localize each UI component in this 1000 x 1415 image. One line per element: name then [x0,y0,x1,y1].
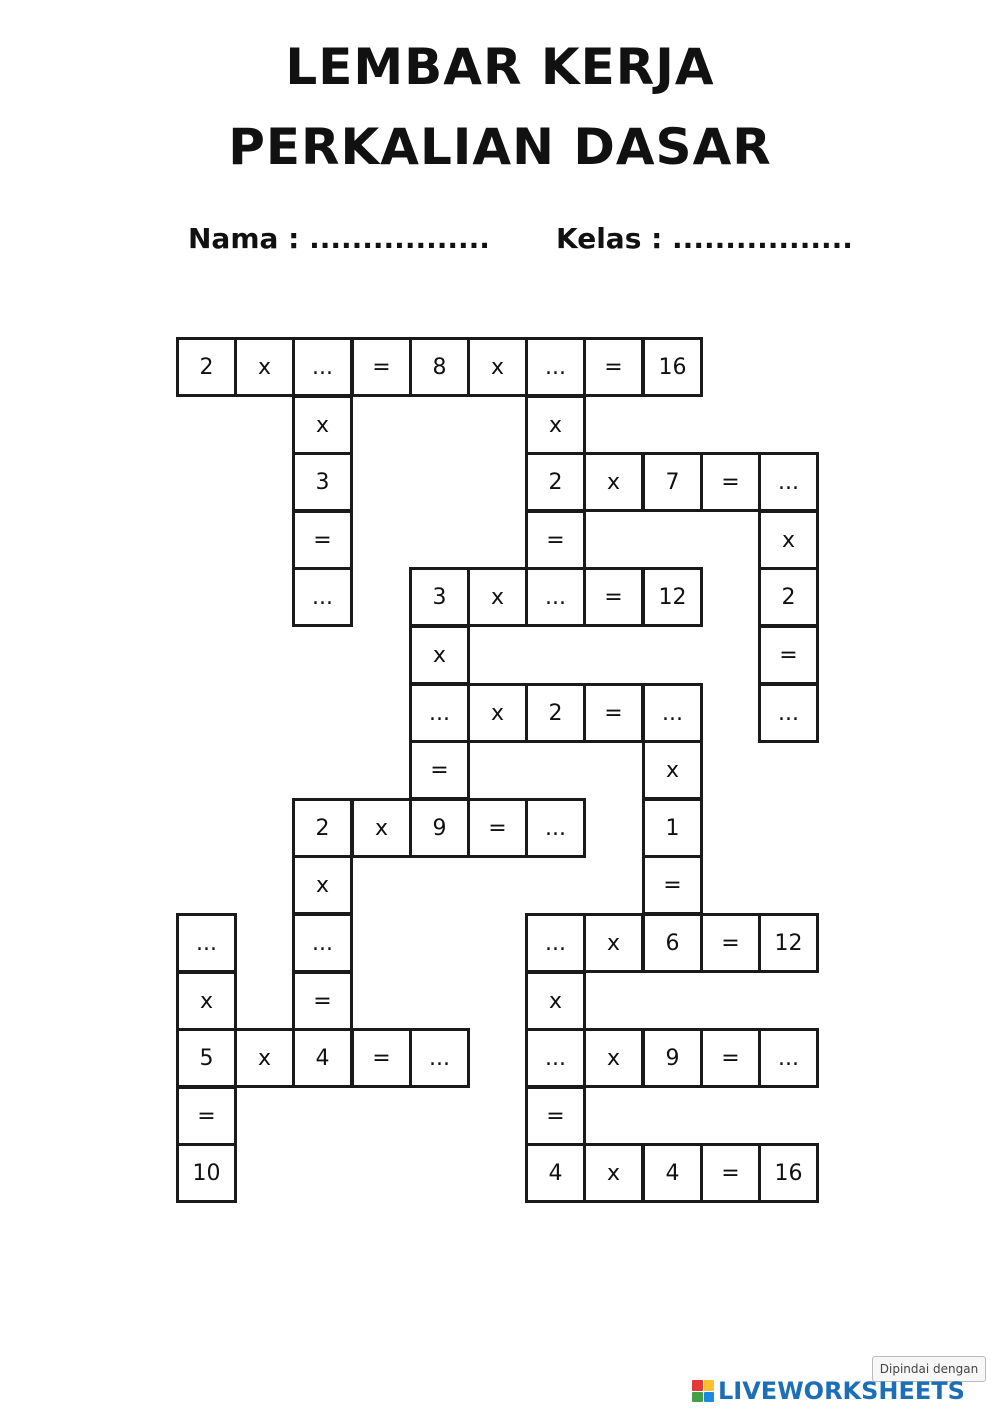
puzzle-cell: 12 [758,913,819,973]
answer-blank-cell[interactable]: ... [409,1028,470,1088]
answer-blank-cell[interactable]: ... [758,683,819,743]
puzzle-cell: x [583,1028,644,1088]
puzzle-cell: 3 [292,452,353,512]
puzzle-cell: x [525,971,586,1031]
puzzle-cell: 4 [525,1143,586,1203]
puzzle-cell: 9 [642,1028,703,1088]
answer-blank-cell[interactable]: ... [176,913,237,973]
answer-blank-cell[interactable]: ... [525,1028,586,1088]
puzzle-cell: x [583,452,644,512]
puzzle-cell: = [292,971,353,1031]
logo-square-green [692,1392,703,1403]
puzzle-cell: x [758,510,819,570]
puzzle-cell: 2 [525,452,586,512]
puzzle-cell: 2 [758,567,819,627]
puzzle-cell: 5 [176,1028,237,1088]
puzzle-cell: = [642,855,703,915]
puzzle-cell: 2 [176,337,237,397]
answer-blank-cell[interactable]: ... [525,567,586,627]
puzzle-cell: x [467,683,528,743]
puzzle-cell: = [583,567,644,627]
puzzle-cell: = [409,740,470,800]
puzzle-cell: 2 [525,683,586,743]
logo-square-yellow [704,1380,715,1391]
puzzle-cell: 8 [409,337,470,397]
puzzle-cell: x [467,337,528,397]
puzzle-cell: x [525,395,586,455]
answer-blank-cell[interactable]: ... [292,913,353,973]
puzzle-cell: = [525,1086,586,1146]
answer-blank-cell[interactable]: ... [409,683,470,743]
answer-blank-cell[interactable]: ... [758,1028,819,1088]
answer-blank-cell[interactable]: ... [525,913,586,973]
puzzle-cell: x [292,395,353,455]
puzzle-cell: 10 [176,1143,237,1203]
puzzle-cell: 6 [642,913,703,973]
puzzle-cell: x [292,855,353,915]
answer-blank-cell[interactable]: ... [642,683,703,743]
puzzle-cell: = [583,337,644,397]
puzzle-cell: x [467,567,528,627]
answer-blank-cell[interactable]: ... [525,337,586,397]
puzzle-cell: 2 [292,798,353,858]
puzzle-cell: 16 [758,1143,819,1203]
answer-blank-cell[interactable]: ... [758,452,819,512]
puzzle-cell: = [700,452,761,512]
puzzle-cell: 7 [642,452,703,512]
puzzle-cell: x [176,971,237,1031]
answer-blank-cell[interactable]: ... [292,567,353,627]
class-field-label[interactable]: Kelas : ................. [556,222,853,255]
name-field-label[interactable]: Nama : ................. [188,222,490,255]
puzzle-cell: x [583,913,644,973]
puzzle-cell: = [700,1028,761,1088]
puzzle-cell: 9 [409,798,470,858]
puzzle-cell: = [176,1086,237,1146]
puzzle-cell: x [642,740,703,800]
worksheet-title-line-2: PERKALIAN DASAR [228,118,772,176]
puzzle-cell: 12 [642,567,703,627]
liveworksheets-logo-icon [692,1380,714,1402]
worksheet-title-line-1: LEMBAR KERJA [285,38,715,96]
puzzle-cell: = [351,1028,412,1088]
liveworksheets-logo [692,1376,965,1406]
logo-square-blue [704,1392,715,1403]
puzzle-cell: x [583,1143,644,1203]
puzzle-cell: x [409,625,470,685]
puzzle-cell: 4 [642,1143,703,1203]
puzzle-cell: = [467,798,528,858]
scanned-with-badge: Dipindai dengan [872,1356,986,1382]
puzzle-cell: = [700,1143,761,1203]
puzzle-cell: = [351,337,412,397]
puzzle-cell: x [234,337,295,397]
puzzle-cell: = [292,510,353,570]
liveworksheets-brand-text: LIVEWORKSHEETS [718,1377,965,1405]
puzzle-cell: 3 [409,567,470,627]
puzzle-cell: 1 [642,798,703,858]
puzzle-cell: x [351,798,412,858]
puzzle-cell: = [758,625,819,685]
puzzle-cell: 16 [642,337,703,397]
puzzle-cell: x [234,1028,295,1088]
answer-blank-cell[interactable]: ... [292,337,353,397]
answer-blank-cell[interactable]: ... [525,798,586,858]
puzzle-cell: = [583,683,644,743]
logo-square-red [692,1380,703,1391]
puzzle-cell: = [700,913,761,973]
puzzle-cell: 4 [292,1028,353,1088]
puzzle-cell: = [525,510,586,570]
